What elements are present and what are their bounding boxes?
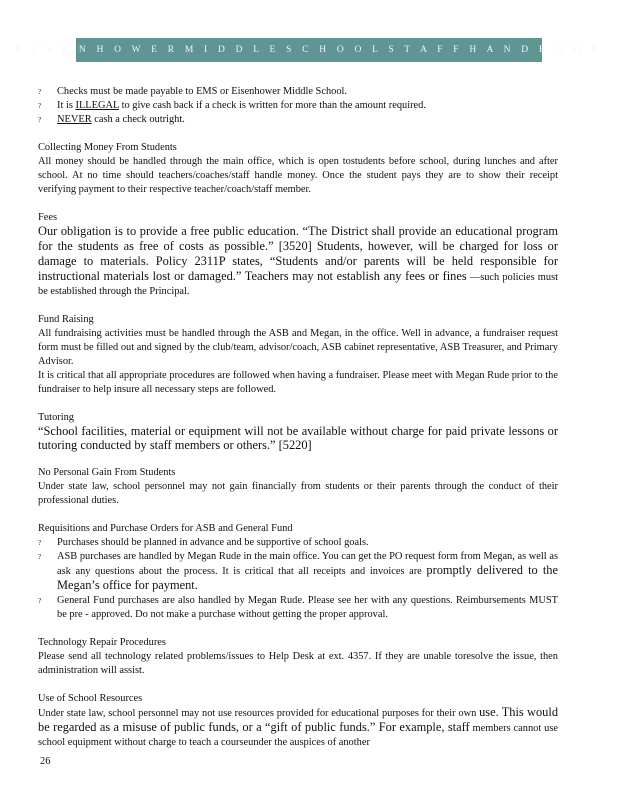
bullet-icon: ? [38, 102, 42, 110]
paragraph-collecting-money: All money should be handled through the main office, which is open tostudents before school, during lunches and after school. At no time should teachers/coaches/staff handle money. Once the student pays they are to show their receipt verifying payment to their respective teacher/coach/staff member. [38, 156, 558, 195]
list-item [38, 99, 558, 113]
handbook-header-bar [15, 38, 603, 62]
bullet-icon: ? [38, 553, 42, 562]
section-heading-school-resources: Use of School Resources [38, 693, 143, 705]
paragraph-tutoring: “School facilities, material or equipment will not be available without charge for paid private lessons or tutoring conducted by staff members or others.” [5220] [38, 424, 558, 452]
paragraph-technology-repair: Please send all technology related problems/issues to Help Desk at ext. 4357. If they are unable toresolve the issue, then administration will assist. [38, 651, 558, 677]
paragraph-fund-raising-1: All fundraising activities must be handled through the ASB and Megan, in the office. Well in advance, a fundraiser request form must be filled out and signed by the club/team, advisor/coach, ASB cabinet representative, ASB Treasurer, and Primary Advisor. [38, 328, 558, 367]
section-heading-requisitions: Requisitions and Purchase Orders for ASB and General Fund [38, 523, 293, 535]
list-item [38, 536, 558, 550]
list-item-text: Purchases should be planned in advance and be supportive of school goals. [57, 537, 369, 549]
list-item-text: cash a check outright. [91, 114, 185, 125]
list-item-text: It is [57, 100, 76, 111]
paragraph-text: —such policies must be established through the Principal. [38, 272, 558, 297]
section-heading-tutoring: Tutoring [38, 412, 74, 423]
paragraph-text: members cannot use school equipment without charge to teach a courseunder the auspices of another [38, 723, 558, 749]
list-item-text: to give cash back if a check is written for more than the amount required. [118, 100, 426, 111]
section-heading-fees: Fees [38, 212, 58, 223]
page-number: 26 [40, 756, 51, 767]
emphasis-text: ILLEGAL [75, 100, 119, 111]
list-item [38, 113, 558, 127]
page-content [38, 85, 558, 750]
paragraph-school-resources [38, 706, 558, 750]
paragraph-fees [38, 225, 558, 299]
bullet-icon: ? [38, 597, 42, 606]
requisitions-bullet-list [38, 536, 558, 622]
section-heading-technology-repair: Technology Repair Procedures [38, 637, 166, 649]
section-heading-fund-raising: Fund Raising [38, 314, 94, 325]
section-heading-collecting-money: Collecting Money From Students [38, 142, 177, 153]
list-item-text: General Fund purchases are also handled by Megan Rude. Please see her with any questions. Reimbursements MUST be pre - approved. Do not make a purchase without getting the proper approval. [57, 595, 558, 621]
list-item [38, 85, 558, 99]
handbook-title: E I S E N H O W E R M I D D L E S C H O O L S T A F F H A N D B O O K [15, 45, 603, 55]
paragraph-text: Under state law, school personnel may not use resources provided for educational purposes for their own [38, 708, 480, 720]
checks-bullet-list [38, 85, 558, 127]
paragraph-text: Our obligation is to provide a free public education. “The District shall provide an educational program for the students as free of costs as possible.” [3520] Students, however, will be charged for loss or damage to materials. Policy 2311P states, “Students and/or parents will be held responsible for instructional materials lost or damaged.” Teachers may not establish any fees or fines [38, 224, 558, 283]
bullet-icon: ? [38, 116, 42, 124]
paragraph-text: use. This would be regarded as a misuse of public funds, or a “gift of public funds.” For example, staff [38, 705, 559, 735]
list-item-text: promptly delivered to the Megan’s office for payment. [57, 563, 558, 593]
list-item-text: Checks must be made payable to EMS or Eisenhower Middle School. [57, 86, 348, 97]
bullet-icon: ? [38, 539, 42, 548]
list-item [38, 594, 558, 622]
paragraph-personal-gain: Under state law, school personnel may not gain financially from students or their parents through the conduct of their professional duties. [38, 481, 558, 507]
emphasis-text: NEVER [57, 114, 92, 125]
section-heading-personal-gain: No Personal Gain From Students [38, 467, 176, 479]
list-item [38, 550, 558, 594]
bullet-icon: ? [38, 88, 42, 96]
paragraph-fund-raising-2: It is critical that all appropriate procedures are followed when having a fundraiser. Please meet with Megan Rude prior to the fundraiser to help insure all necessary steps are followed. [38, 370, 558, 395]
list-item-text: ASB purchases are handled by Megan Rude in the main office. You can get the PO request form from Megan, as well as ask any questions about the process. It is critical that all receipts and invoices are [57, 551, 558, 578]
